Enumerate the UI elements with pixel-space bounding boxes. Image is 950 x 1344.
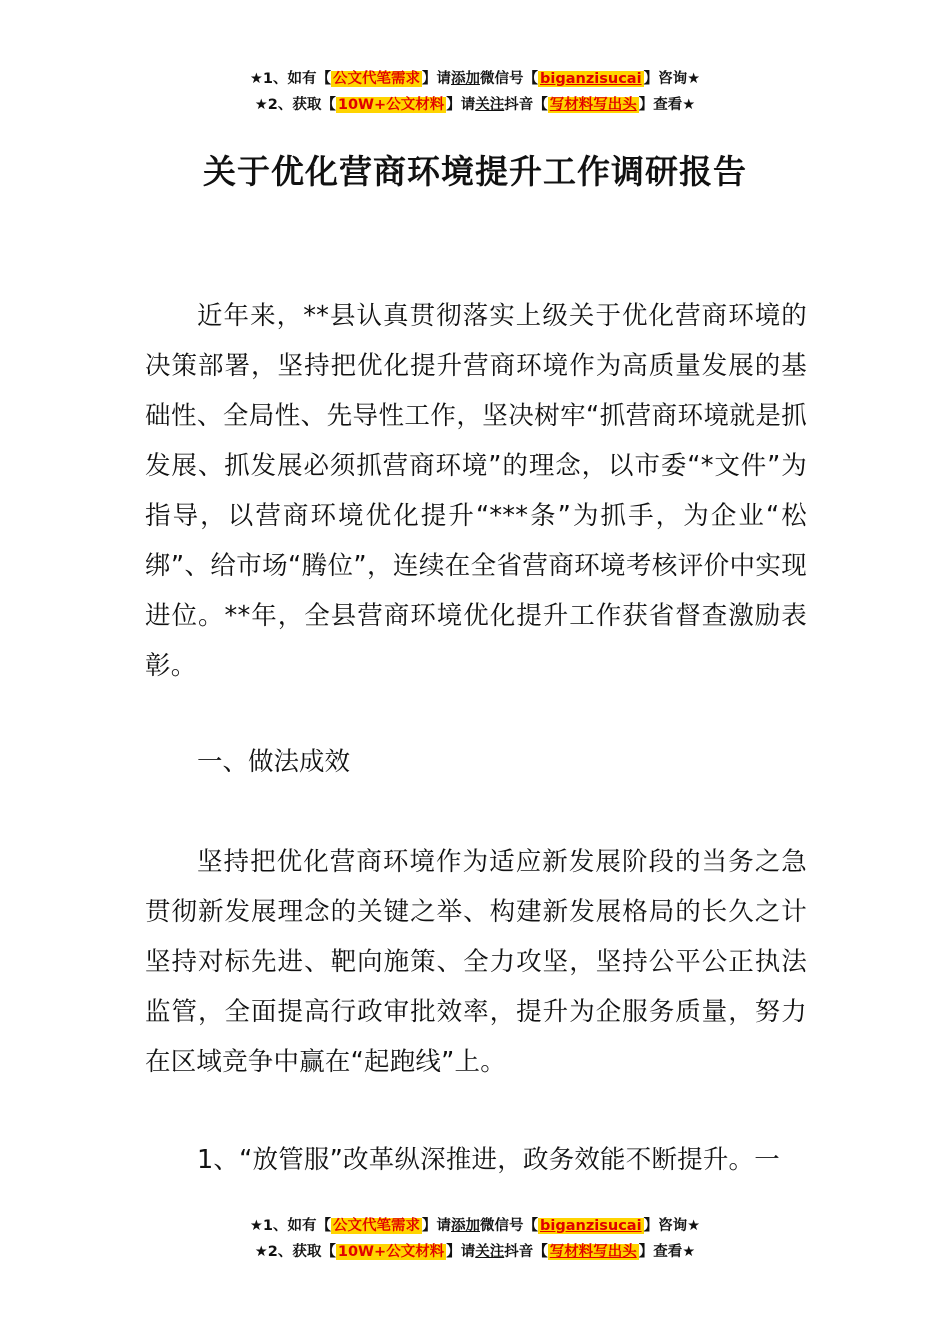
promo-highlight: biganzisucai [540,1218,642,1234]
promo-text: 抖音【 [504,97,548,113]
promo-text: 微信号【 [480,71,539,87]
paragraph-intro: 近年来，**县认真贯彻落实上级关于优化营商环境的决策部署，坚持把优化提升营商环境作为高质量发展的基础性、全局性、先导性工作，坚决树牢“抓营商环境就是抓发展、抓发展必须抓营商环境”的理念，以市委“*文件”为指导，以营商环境优化提升“***条”为抓手，为企业“松绑”、给市场“腾位”，连续在全省营商环境考核评价中实现进位。**年，全县营商环境优化提升工作获省督查激励表彰。 [145,301,807,681]
promo-text: 】咨询★ [643,1218,701,1234]
promo-underline: 添加 [451,71,481,87]
promo-highlight: 写材料写出头 [549,1244,637,1260]
promo-highlight: 写材料写出头 [549,97,637,113]
promo-footer [0,1213,950,1265]
promo-highlight: 10W+公文材料 [337,97,445,113]
promo-text: 微信号【 [480,1218,539,1234]
promo-text: ★2、获取【 [254,97,336,113]
promo-text: 抖音【 [504,1244,548,1260]
paragraph-item-1: 1、“放管服”改革纵深推进，政务效能不断提升。一 [197,1145,780,1175]
promo-underline: 关注 [475,1244,505,1260]
promo-underline: 关注 [475,97,505,113]
promo-text: 】请 [446,1244,476,1260]
promo-text: ★1、如有【 [249,71,332,87]
promo-highlight: 公文代笔需求 [333,71,421,87]
document-title: 关于优化营商环境提升工作调研报告 [203,152,747,191]
promo-text: 】请 [422,1218,452,1234]
promo-text: 】请 [422,71,452,87]
promo-highlight: 10W+公文材料 [337,1244,445,1260]
section-heading: 一、做法成效 [197,747,351,777]
promo-text: 】咨询★ [643,71,701,87]
promo-line-1 [0,1213,950,1239]
promo-line-2 [0,92,950,118]
promo-underline: 添加 [451,1218,481,1234]
promo-text: 】查看★ [638,1244,696,1260]
promo-text: ★2、获取【 [254,1244,336,1260]
promo-text: 】查看★ [638,97,696,113]
promo-header [0,66,950,118]
promo-highlight: biganzisucai [540,71,642,87]
paragraph-practice: 坚持把优化营商环境作为适应新发展阶段的当务之急贯彻新发展理念的关键之举、构建新发展格局的长久之计坚持对标先进、靶向施策、全力攻坚，坚持公平公正执法监管，全面提高行政审批效率，提升为企服务质量，努力在区域竞争中赢在“起跑线”上。 [145,847,807,1077]
promo-line-1 [0,66,950,92]
promo-text: ★1、如有【 [249,1218,332,1234]
promo-text: 】请 [446,97,476,113]
promo-highlight: 公文代笔需求 [333,1218,421,1234]
promo-line-2 [0,1239,950,1265]
